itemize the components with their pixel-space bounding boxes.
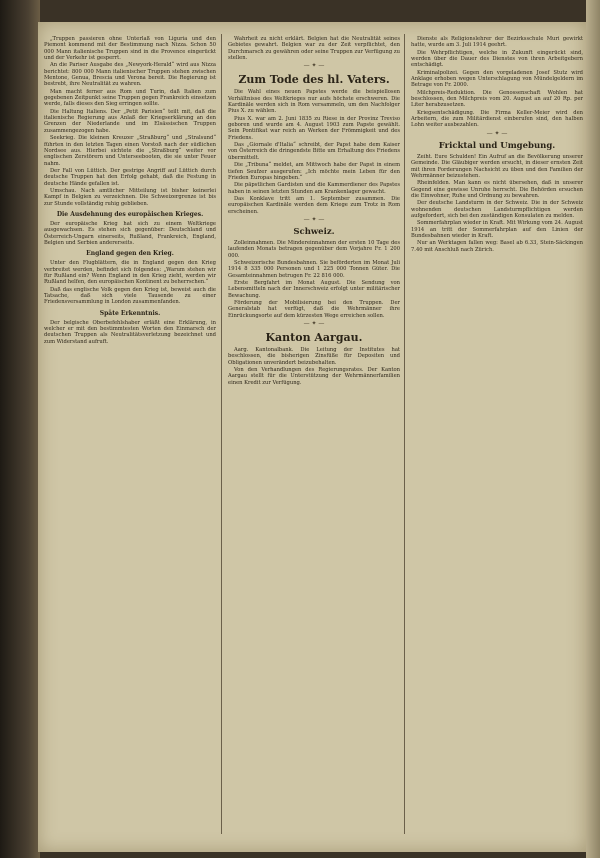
article-paragraph: Die Wahl eines neuen Papstes werde die beispiellosen Verhältnisse des Weltkrieges nur aufs höchste erschweren. Die Kardinäle werden sich in Rom versammeln, um den Nachfolger Pius X. zu wählen. bbox=[228, 89, 400, 115]
article-paragraph: Die Haltung Italiens. Der „Petit Parisien“ teilt mit, daß die italienische Regierung aus Anlaß der Kriegserklärung an den Grenzen der Niederlande und im Elsässischen Truppen zusammengezogen habe. bbox=[44, 108, 216, 134]
column-right bbox=[411, 36, 583, 254]
article-paragraph: Der deutsche Landsturm in der Schweiz. Die in der Schweiz wohnenden deutschen Landsturmpflichtigen werden aufgefordert, sich bei den zuständigen Konsulaten zu melden. bbox=[411, 200, 583, 219]
article-paragraph: Daß das englische Volk gegen den Krieg ist, beweist auch die Tatsache, daß sich viele Tausende zu einer Friedensversammlung in London zusammenfanden. bbox=[44, 286, 216, 306]
column-rule bbox=[404, 34, 405, 834]
column-rule bbox=[221, 34, 222, 834]
article-paragraph: Milchpreis-Reduktion. Die Genossenschaft Wohlen hat beschlossen, den Milchpreis vom 20. August an auf 20 Rp. per Liter herabzusetzen. bbox=[411, 89, 583, 109]
article-paragraph: Der Fall von Lüttich. Der gestrige Angriff auf Lüttich durch deutsche Truppen hat den Erfolg gehabt, daß die Festung in deutsche Hände gefallen ist. bbox=[44, 167, 216, 187]
column-middle bbox=[228, 36, 400, 387]
article-paragraph: Kriminalpolizei. Gegen den vorgeladenen Josef Stutz wird Anklage erhoben wegen Unterschlagung von Mündelgeldern im Betrage von Fr. 2000. bbox=[411, 69, 583, 89]
column-left bbox=[44, 36, 216, 346]
headline-switzerland: Schweiz. bbox=[293, 226, 335, 237]
article-paragraph: Zeiht. Eure Schulden! Ein Aufruf an die Bevölkerung unserer Gemeinde. Die Gläubiger werden ersucht, in dieser ernsten Zeit mit ihren Forderungen Nachsicht zu üben und den Familien der Wehrmänner beizustehen. bbox=[411, 153, 583, 179]
article-paragraph: Förderung der Mobilisierung bei den Truppen. Der Generalstab hat verfügt, daß die Wehrmänner ihre Einrückungsorte auf dem kürzesten Wege erreichen sollen. bbox=[228, 300, 400, 319]
article-paragraph: Umschau. Nach amtlicher Mitteilung ist bisher keinerlei Kampf in Belgien zu verzeichnen. Die Schweizergrenze ist bis zur Stunde vollständig ruhig geblieben. bbox=[44, 187, 216, 207]
article-paragraph: Dienste als Religionslehrer der Bezirksschule Muri gewirkt hatte, wurde am 3. Juli 1914 geehrt. bbox=[411, 36, 583, 49]
article-paragraph: Die päpstlichen Gardisten und die Kammerdiener des Papstes haben in seinen letzten Stunden am Krankenlager gewacht. bbox=[228, 182, 400, 195]
article-paragraph: Erste Bergfahrt im Monat August. Die Sendung von Lebensmitteln nach der Innerschweiz erfolgt unter militärischer Bewachung. bbox=[228, 279, 400, 299]
book-spine bbox=[0, 0, 40, 858]
newspaper-page bbox=[38, 22, 586, 852]
article-paragraph: „Truppen passieren ohne Unterlaß von Liguria und den Piemont kommend mit der Bestimmung nach Nizza. Schon 50 000 Mann italienische Truppen sind in die Provence eingerückt und der Verkehr ist gesperrt. bbox=[44, 36, 216, 62]
headline-fricktal: Fricktal und Umgebung. bbox=[438, 140, 556, 151]
article-paragraph: Das Konklave tritt am 1. September zusammen. Die europäischen Kardinäle werden dem Kriege zum Trotz in Rom erscheinen. bbox=[228, 195, 400, 215]
article-paragraph: Zolleinnahmen. Die Mindereinnahmen der ersten 10 Tage des laufenden Monats betragen gegenüber dem Vorjahre Fr. 1 200 000. bbox=[228, 239, 400, 259]
article-paragraph: An die Pariser Ausgabe des „Newyork-Herald“ wird aus Nizza berichtet: 800 000 Mann italienischer Truppen stehen zwischen Mentone, Genua, Brescia und Verona bereit. Die Regierung ist bestrebt, ihre Neutralität zu wahren. bbox=[44, 62, 216, 88]
ornament-divider: — ✦ — bbox=[303, 62, 325, 70]
article-paragraph: Der europäische Krieg hat sich zu einem Weltkriege ausgewachsen. Es stehen sich gegenüber: Deutschland und Österreich-Ungarn einerseits, Rußland, Frankreich, England, Belgien und Serbien andererseits. bbox=[44, 220, 216, 246]
ornament-divider: — ✦ — bbox=[303, 320, 325, 328]
article-paragraph: Die „Tribuna“ meldet, am Mittwoch habe der Papst in einem tiefen Seufzer ausgerufen: „Ich möchte mein Leben für den Frieden Europas hingeben.“ bbox=[228, 162, 400, 181]
article-paragraph: Der belgische Oberbefehlshaber erläßt eine Erklärung, in welcher er mit den bestimmtesten Worten den Einmarsch der deutschen Truppen als Neutralitätsverletzung bezeichnet und zum Widerstand aufruft. bbox=[44, 319, 216, 345]
section-heading: Späte Erkenntnis. bbox=[99, 309, 161, 317]
article-paragraph: Rheinfelden. Man kann es nicht übersehen, daß in unserer Gegend eine gewisse Unruhe herrscht. Die Behörden ersuchen die Einwohner, Ruhe und Ordnung zu bewahren. bbox=[411, 180, 583, 199]
section-heading: Die Ausdehnung des europäischen Krieges. bbox=[56, 210, 204, 218]
article-paragraph: Sommerfahrplan wieder in Kraft. Mit Wirkung vom 24. August 1914 an tritt der Sommerfahrplan auf den Linien der Bundesbahnen wieder in Kraft. bbox=[411, 220, 583, 239]
headline-aargau: Kanton Aargau. bbox=[265, 331, 363, 345]
article-paragraph: Aarg. Kantonalbank. Die Leitung der Institutes hat beschlossen, die bisherigen Zinsfüße für Depositen und Obligationen unverändert beizubehalten. bbox=[228, 347, 400, 366]
article-paragraph: Die Wehrpflichtigen, welche in Zukunft eingerückt sind, werden über die Dauer des Dienstes von ihren Arbeitgebern entschädigt. bbox=[411, 49, 583, 69]
article-paragraph: Pius X. war am 2. Juni 1835 zu Riese in der Provinz Treviso geboren und wurde am 4. August 1903 zum Papste gewählt. Sein Pontifikat war reich an Werken der Frömmigkeit und des Friedens. bbox=[228, 115, 400, 141]
article-paragraph: Unter den Flugblättern, die in England gegen den Krieg verbreitet werden, befindet sich folgendes: „Warum stehen wir für Rußland ein? Wenn England in den Krieg zieht, werden wir Rußland helfen, den europäischen Kontinent zu beherrschen.“ bbox=[44, 260, 216, 286]
ornament-divider: — ✦ — bbox=[303, 215, 325, 223]
article-paragraph: Nur an Werktagen fallen weg: Basel ab 6.33, Stein-Säckingen 7.40 mit Anschluß nach Zürich. bbox=[411, 240, 583, 253]
article-paragraph: Von den Verhandlungen des Regierungsrates. Der Kanton Aargau stellt für die Unterstützung der Wehrmännerfamilien einen Kredit zur Verfügung. bbox=[228, 367, 400, 386]
page-edge bbox=[586, 0, 600, 858]
headline-pope: Zum Tode des hl. Vaters. bbox=[238, 73, 390, 87]
article-paragraph: Kriegsentschädigung. Die Firma Keller-Meier wird den Arbeitern, die zum Militärdienst einberufen sind, den halben Lohn weiter ausbezahlen. bbox=[411, 109, 583, 129]
article-paragraph: Das „Giornale d'Italia“ schreibt, der Papst habe dem Kaiser von Österreich die dringendste Bitte um Erhaltung des Friedens übermittelt. bbox=[228, 142, 400, 161]
article-paragraph: Schweizerische Bundesbahnen. Sie beförderten im Monat Juli 1914 8 335 000 Personen und 1 225 000 Tonnen Güter. Die Gesamteinnahmen betrugen Fr. 22 816 000. bbox=[228, 259, 400, 279]
section-heading: England gegen den Krieg. bbox=[86, 250, 174, 258]
ornament-divider: — ✦ — bbox=[486, 129, 508, 137]
article-paragraph: Seekrieg. Die kleinen Kreuzer „Straßburg“ und „Stralsund“ führten in den letzten Tagen einen Vorstoß nach der südlichen Nordsee aus. Hierbei sichtete die „Straßburg“ weiter vor englischen Zerstörern und Unterseebooten, die sie unter Feuer nahm. bbox=[44, 135, 216, 167]
article-paragraph: Man macht ferner aus Rom und Turin, daß Italien zum gegebenen Zeitpunkt seine Truppen gegen Frankreich einsetzen werde, falls dieses den Sieg erringen sollte. bbox=[44, 88, 216, 108]
article-paragraph: Wahrheit zu nicht erklärt. Belgien hat die Neutralität seines Gebietes gewahrt. Belgien war zu der Zeit verpflichtet, den Durchmarsch zu gewähren oder seine Truppen zur Verfügung zu stellen. bbox=[228, 36, 400, 62]
